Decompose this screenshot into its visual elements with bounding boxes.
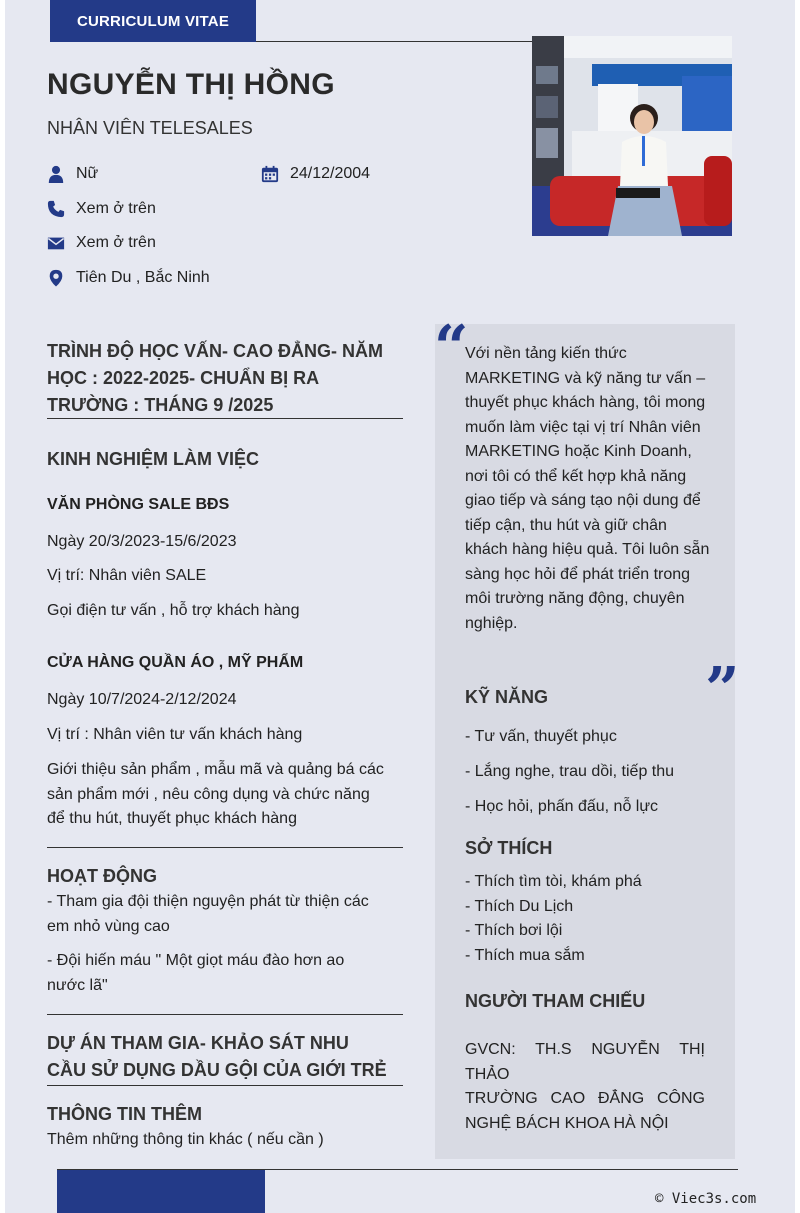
- extra-info-text: Thêm những thông tin khác ( nếu cần ): [47, 1131, 324, 1148]
- phone-row: [47, 200, 156, 218]
- divider: [47, 418, 403, 419]
- location-pin-icon: [47, 269, 65, 287]
- hobby-item: - Thích mua sắm: [465, 947, 585, 964]
- project-title: DỰ ÁN THAM GIA- KHẢO SÁT NHU CẦU SỬ DỤNG DẦU GỘI CỦA GIỚI TRẺ: [47, 1033, 387, 1080]
- hobby-item: - Thích tìm tòi, khám phá: [465, 873, 642, 890]
- job-role: Vị trí : Nhân viên tư vấn khách hàng: [47, 726, 303, 743]
- divider: [47, 1085, 403, 1086]
- reference-teacher: GVCN: TH.S NGUYỄN THỊ THẢO: [465, 1041, 705, 1083]
- email-row: [47, 234, 156, 252]
- divider: [47, 1014, 403, 1015]
- person-name: NGUYỄN THỊ HỒNG: [47, 68, 335, 101]
- gender-value: Nữ: [76, 165, 99, 182]
- address-row: [47, 269, 210, 287]
- hobby-item: - Thích bơi lội: [465, 922, 563, 939]
- divider: [47, 847, 403, 848]
- job-date: Ngày 20/3/2023-15/6/2023: [47, 533, 237, 550]
- hobbies-title: SỞ THÍCH: [465, 838, 553, 858]
- quote-open-icon: “: [434, 313, 469, 383]
- copyright-text: © Viec3s.com: [655, 1191, 757, 1207]
- address-value: Tiên Du , Bắc Ninh: [76, 269, 210, 286]
- activities-title: HOẠT ĐỘNG: [47, 866, 157, 886]
- birthday-value: 24/12/2004: [290, 165, 371, 182]
- person-position: NHÂN VIÊN TELESALES: [47, 118, 253, 138]
- footer-accent-block: [57, 1170, 265, 1213]
- extra-info-title: THÔNG TIN THÊM: [47, 1104, 202, 1124]
- phone-icon: [47, 200, 65, 218]
- education-title: TRÌNH ĐỘ HỌC VẤN- CAO ĐẲNG- NĂM HỌC : 2022-2025- CHUẨN BỊ RA TRƯỜNG : THÁNG 9 /2025: [47, 341, 383, 415]
- activity-item: - Đội hiến máu " Một giọt máu đào hơn ao nước lã": [47, 952, 345, 994]
- job-description: Giới thiệu sản phẩm , mẫu mã và quảng bá các sản phẩm mới , nêu công dụng và chức năng để thu hút, thuyết phục khách hàng: [47, 761, 384, 827]
- skill-item: - Lắng nghe, trau dồi, tiếp thu: [465, 763, 675, 780]
- job-date: Ngày 10/7/2024-2/12/2024: [47, 691, 237, 708]
- birthday-row: [261, 165, 370, 183]
- header-divider: [256, 41, 532, 42]
- cv-header-tag: CURRICULUM VITAE: [50, 0, 256, 42]
- job-description: Gọi điện tư vấn , hỗ trợ khách hàng: [47, 602, 300, 619]
- activity-item: - Tham gia đội thiện nguyện phát từ thiện các em nhỏ vùng cao: [47, 893, 369, 935]
- skills-title: KỸ NĂNG: [465, 687, 549, 707]
- email-icon: [47, 234, 65, 252]
- skill-item: - Tư vấn, thuyết phục: [465, 728, 617, 745]
- reference-school: TRƯỜNG CAO ĐẲNG CÔNG NGHỆ BÁCH KHOA HÀ NỘI: [465, 1090, 705, 1132]
- gender-row: [47, 165, 98, 183]
- job-role: Vị trí: Nhân viên SALE: [47, 567, 207, 584]
- profile-photo: [532, 36, 732, 236]
- hobby-item: - Thích Du Lịch: [465, 898, 574, 915]
- experience-title: KINH NGHIỆM LÀM VIỆC: [47, 449, 260, 469]
- email-value: Xem ở trên: [76, 234, 156, 251]
- user-icon: [47, 165, 65, 183]
- job-company: CỬA HÀNG QUẦN ÁO , MỸ PHẨM: [47, 654, 304, 671]
- calendar-icon: [261, 165, 279, 183]
- phone-value: Xem ở trên: [76, 200, 156, 217]
- quote-close-icon: ”: [705, 655, 740, 725]
- reference-title: NGƯỜI THAM CHIẾU: [465, 991, 646, 1011]
- skill-item: - Học hỏi, phấn đấu, nỗ lực: [465, 798, 659, 815]
- job-company: VĂN PHÒNG SALE BĐS: [47, 496, 230, 513]
- cv-page: [5, 0, 795, 1213]
- career-objective: Với nền tảng kiến thức MARKETING và kỹ năng tư vấn – thuyết phục khách hàng, tôi mong muốn làm việc tại vị trí Nhân viên MARKETING hoặc Kinh Doanh, nơi tôi có thể kết hợp khả năng giao tiếp và sáng tạo nội dung để tiếp cận, thu hút và giữ chân khách hàng hiệu quả. Tôi luôn sẵn sàng học hỏi để phát triển trong môi trường năng động, chuyên nghiệp.: [465, 345, 710, 632]
- profile-photo-illustration: [532, 36, 732, 236]
